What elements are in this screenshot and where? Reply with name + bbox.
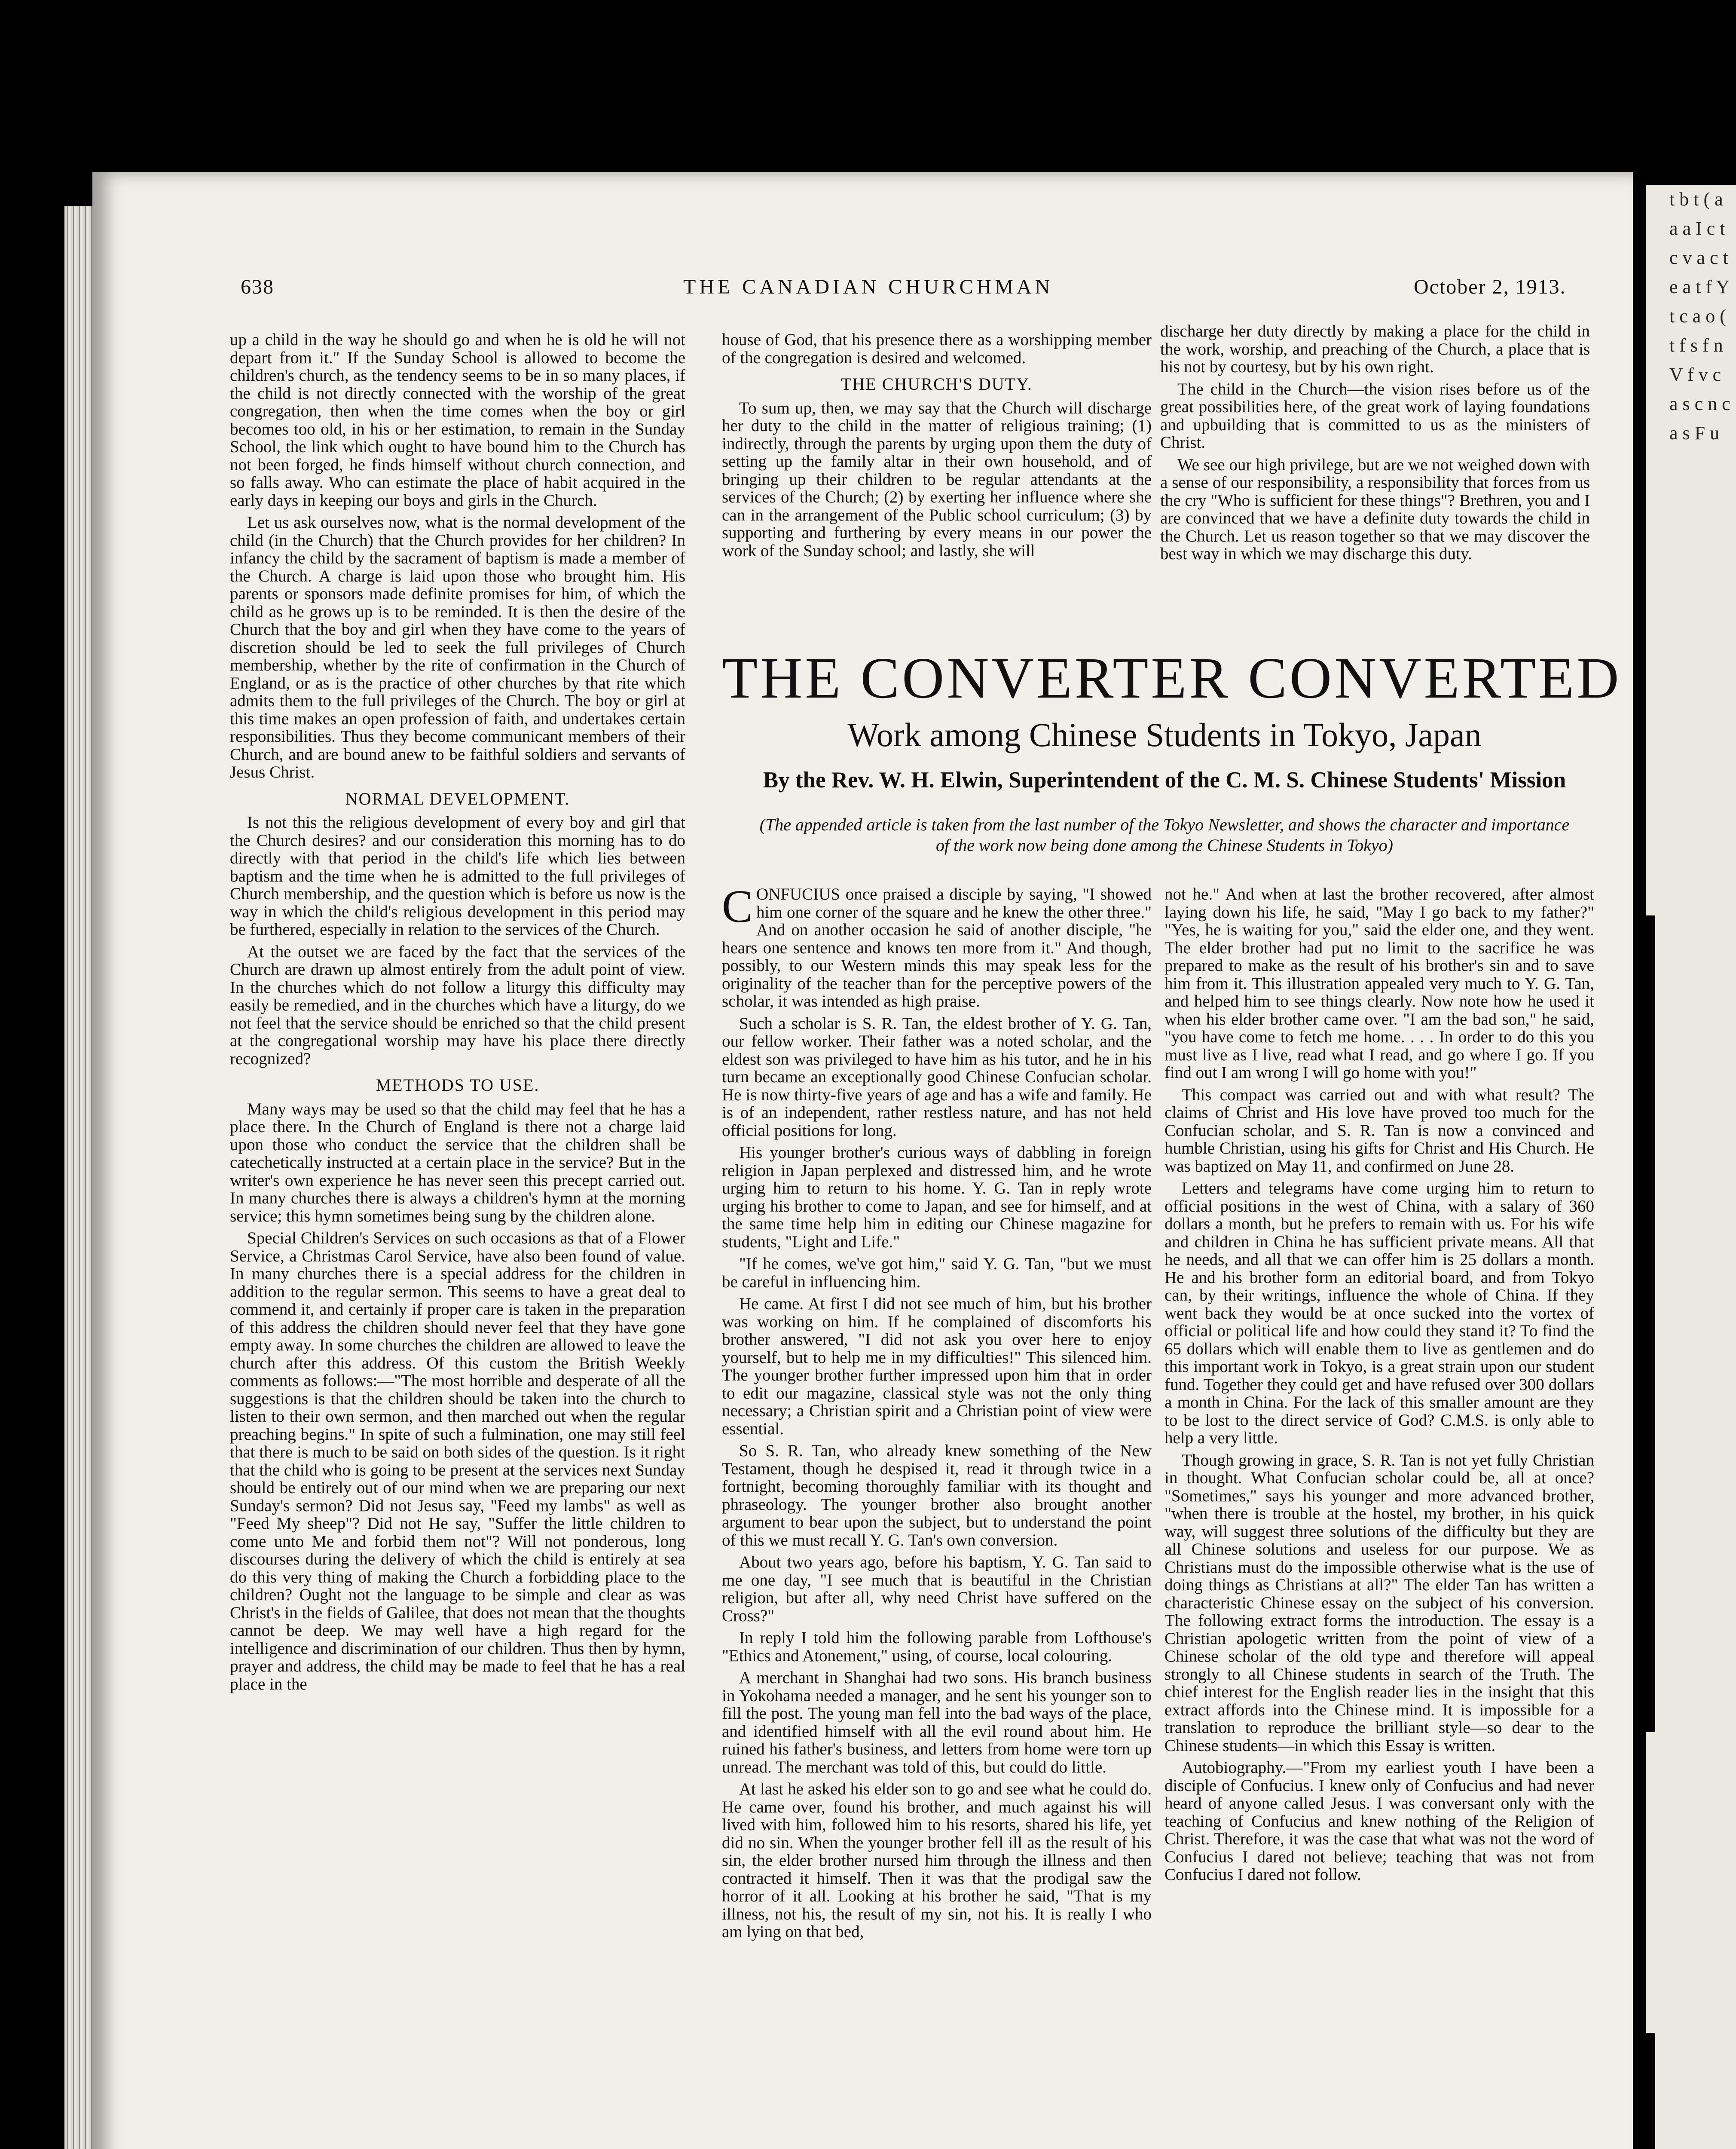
column-1: [230, 331, 685, 2149]
paragraph: Many ways may be used so that the child may feel that he has a place there. In the Church of England is there not a charge laid upon those who conduct the service that the children shall be catechetically instructed at a certain place in the service? But in the writer's own experience he has never seen this precept carried out. In many churches there is always a children's hymn at the morning service; this hymn sometimes being sung by the children alone.: [230, 1099, 685, 1225]
facing-page-edge: [1646, 185, 1736, 2149]
binding-bar: [1646, 2033, 1655, 2149]
paragraph: About two years ago, before his baptism, Y. G. Tan said to me one day, "I see much that is beautiful in the Christian religion, but after all, why need Christ have suffered on the Cross?": [722, 1553, 1152, 1625]
paragraph: discharge her duty directly by making a place for the child in the work, worship, and preaching of the Church, a place that is his not by courtesy, but by his own right.: [1160, 322, 1590, 376]
publication-title: THE CANADIAN CHURCHMAN: [683, 276, 1054, 298]
paragraph: house of God, that his presence there as a worshipping member of the congregation is desired and welcomed.: [722, 331, 1152, 367]
paragraph: Autobiography.—"From my earliest youth I have been a disciple of Confucius. I knew only of Confucius and had never heard of anyone called Jesus. I was conversant only with the teaching of Confucius and knew nothing of the Religion of Christ. Therefore, it was the case that what was not the word of Confucius I dared not believe; teaching that was not from Confucius I dared not follow.: [1164, 1758, 1594, 1884]
paragraph: So S. R. Tan, who already knew something of the New Testament, though he despised it, read it through twice in a fortnight, becoming thoroughly familiar with its thought and phraseology. The younger brother also brought another argument to bear upon the subject, but to understand the point of this we must recall Y. G. Tan's own conversion.: [722, 1442, 1152, 1549]
article-title: THE CONVERTER CONVERTED: [722, 646, 1622, 710]
paragraph: At last he asked his elder son to go and see what he could do. He came over, found his brother, and much against his will lived with him, followed him to his resorts, shared his life, yet did no sin. When the younger brother fell ill as the result of his sin, the elder brother nursed him through the illness and then contracted it himself. Then it was that the prodigal saw the horror of it all. Looking at his brother he said, "That is my illness, not his, the result of my sin, not his. It is really I who am lying on that bed,: [722, 1780, 1152, 1941]
paragraph: His younger brother's curious ways of dabbling in foreign religion in Japan perplexed and distressed him, and he wrote urging him to return to his home. Y. G. Tan in reply wrote urging his brother to come to Japan, and see for himself, and at the same time help him in editing our Chinese magazine for students, "Light and Life.": [722, 1143, 1152, 1251]
paragraph: A merchant in Shanghai had two sons. His branch business in Yokohama needed a manager, and he sent his younger son to fill the post. The young man fell into the bad ways of the place, and identified himself with all the evil round about him. He ruined his father's business, and letters from home were torn up unread. The merchant was told of this, but could do little.: [722, 1668, 1152, 1776]
paragraph: In reply I told him the following parable from Lofthouse's "Ethics and Atonement," using, of course, local colouring.: [722, 1629, 1152, 1665]
section-heading: THE CHURCH'S DUTY.: [841, 374, 1033, 394]
drop-cap: C: [722, 885, 753, 932]
facing-page-text: t b t ( a a a I c t c v a c t e a t f Y t c a o ( t f s f n V f v c a s c n c a s F u: [1669, 189, 1730, 444]
column-2-top: [722, 331, 1152, 623]
article-intro-note: (The appended article is taken from the last number of the Tokyo Newsletter, and shows the character and importance of the work now being done among the Chinese Students in Tokyo): [759, 815, 1570, 855]
issue-date: October 2, 1913.: [1414, 276, 1566, 298]
binding-bar: [1646, 915, 1655, 1732]
opening-text: ONFUCIUS once praised a disciple by saying, "I showed him one corner of the square and he knew the other three." And on another occasion he said of another disciple, "he hears one sentence and knows ten more from it." And though, possibly, to our Western minds this may speak less for the originality of the teacher than for the perceptive powers of the scholar, it was intended as high praise.: [722, 885, 1152, 1010]
paragraph: up a child in the way he should go and when he is old he will not depart from it." If the Sunday School is allowed to become the children's church, as the tendency seems to be in so many places, if the child is not directly connected with the worship of the great congregation, then when the time comes when the boy or girl becomes too old, in his or her estimation, to remain in the Sunday School, the link which ought to have bound him to the Church has not been forged, he finds himself without church connection, and so falls away. Who can estimate the place of habit acquired in the early days in keeping our boys and girls in the Church.: [230, 331, 685, 510]
column-3-top: [1160, 322, 1590, 623]
article-byline: By the Rev. W. H. Elwin, Superintendent of the C. M. S. Chinese Students' Mission: [763, 768, 1566, 793]
paragraph: At the outset we are faced by the fact that the services of the Church are drawn up almost entirely from the adult point of view. In the churches which do not follow a liturgy this difficulty may easily be remedied, and in the churches which have a liturgy, do we not feel that the service should be enriched so that the child present at the congregational worship may have his place there directly recognized?: [230, 942, 685, 1068]
paragraph: We see our high privilege, but are we not weighed down with a sense of our responsibility, a responsibility that forces from us the cry "Who is sufficient for these things"? Brethren, you and I are convinced that we have a definite duty towards the child in the Church. Let us reason together so that we may discover the best way in which we may discharge this duty.: [1160, 455, 1590, 563]
paragraph: Though growing in grace, S. R. Tan is not yet fully Christian in thought. What Confucian scholar could be, all at once? "Sometimes," says his younger and more advanced brother, "when there is trouble at the hostel, my brother, in his quick way, will suggest three solutions of the difficulty but they are all Chinese solutions and useless for our purpose. We as Christians must do the impossible otherwise what is the use of doing things as Christians at all?" The elder Tan has written a characteristic Chinese essay on the subject of his conversion. The following extract forms the introduction. The essay is a Christian apologetic written from the point of view of a Chinese scholar of the old type and therefore will appeal strongly to all Chinese students in search of the Truth. The chief interest for the English reader lies in the insight that this extract affords into the Chinese mind. It is impossible for a translation to reproduce the brilliant style—so dear to the Chinese students—in which this Essay is written.: [1164, 1451, 1594, 1755]
section-heading: NORMAL DEVELOPMENT.: [345, 789, 570, 808]
paragraph: This compact was carried out and with what result? The claims of Christ and His love have proved too much for the Confucian scholar, and S. R. Tan is now a convinced and humble Christian, using his gifts for Christ and His Church. He was baptized on May 11, and confirmed on June 28.: [1164, 1085, 1594, 1176]
article-column-a: [722, 885, 1152, 2149]
paragraph: "If he comes, we've got him," said Y. G. Tan, "but we must be careful in influencing him.: [722, 1255, 1152, 1291]
paragraph: He came. At first I did not see much of him, but his brother was working on him. If he complained of discomforts his brother answered, "I did not ask you over here to enjoy yourself, but to help me in my difficulties!" This silenced him. The younger brother further impressed upon him that in order to edit our magazine, classical style was not the only thing necessary; a Christian spirit and a Christian point of view were essential.: [722, 1295, 1152, 1438]
paragraph: Let us ask ourselves now, what is the normal development of the child (in the Church) that the Church provides for her children? In infancy the child by the sacrament of baptism is made a member of the Church. A charge is laid upon those who brought him. His parents or sponsors made definite promises for him, of which the child as he grows up is to be reminded. It is then the desire of the Church that the boy and girl when they have come to the years of discretion should be led to seek the full privileges of Church membership, whether by the rite of confirmation in the Church of England, or as is the practice of other churches by that rite which admits them to the full privileges of the Church. The boy or girl at this time makes an open profession of faith, and undertakes certain responsibilities. Thus they become communicant members of their Church, and are bound anew to be faithful soldiers and servants of Jesus Christ.: [230, 513, 685, 781]
paragraph: Such a scholar is S. R. Tan, the eldest brother of Y. G. Tan, our fellow worker. Their father was a noted scholar, and the eldest son was privileged to have him as his tutor, and he in his turn became an exceptionally good Chinese Confucian scholar. He is now thirty-five years of age and has a wife and family. He is of an independent, rather restless nature, and has not held official positions for long.: [722, 1014, 1152, 1140]
article-subtitle: Work among Chinese Students in Tokyo, Japan: [847, 716, 1482, 753]
paragraph: Letters and telegrams have come urging him to return to official positions in the west of China, with a salary of 360 dollars a month, but he prefers to remain with us. For his wife and children in China he has sufficient private means. All that he needs, and all that we can offer him is 25 dollars a month. He and his brother form an editorial board, and from Tokyo can, by their writings, influence the whole of China. If they went back they would be at once sucked into the vortex of official or political life and how could they stand it? To find the 65 dollars which will enable them to live as gentlemen and do this important work in Tokyo, is a great strain upon our student fund. Together they could get and have refused over 300 dollars a month in China. For the lack of this smaller amount are they to be lost to the direct service of God? C.M.S. is only able to help a very little.: [1164, 1179, 1594, 1447]
article-column-b: [1164, 885, 1594, 2149]
opening-paragraph: [722, 885, 1152, 1010]
section-heading: METHODS TO USE.: [376, 1075, 540, 1095]
page-number: 638: [241, 276, 274, 298]
paragraph: not he." And when at last the brother recovered, after almost laying down his life, he said, "May I go back to my father?" "Yes, he is waiting for you," said the elder one, and they went. The elder brother had put no limit to the sacrifice he was prepared to make as the result of his brother's sin and to save him from it. This illustration appealed very much to Y. G. Tan, and helped him to see things clearly. Now note how he used it when his elder brother came over. "I am the bad son," he said, "you have come to fetch me home. . . . In order to do this you must live as I live, read what I read, and go where I go. If you find out I am wrong I will go home with you!": [1164, 885, 1594, 1082]
paragraph: To sum up, then, we may say that the Church will discharge her duty to the child in the matter of religious training; (1) indirectly, through the parents by urging upon them the duty of setting up the family altar in their own household, and of bringing up their children to be regular attendants at the services of the Church; (2) by exerting her influence where she can in the arrangement of the Public school curriculum; (3) by supporting and furthering by every means in our power the work of the Sunday school; and lastly, she will: [722, 398, 1152, 560]
paragraph: Special Children's Services on such occasions as that of a Flower Service, a Christmas Carol Service, have also been found of value. In many churches there is a special address for the children in addition to the regular sermon. This seems to have a great deal to commend it, and certainly if proper care is taken in the preparation of this address the children should never feel that they have gone empty away. In some churches the children are allowed to leave the church after this address. Of this custom the British Weekly comments as follows:—"The most horrible and desperate of all the suggestions is that the children should be taken into the church to listen to their own sermon, and then marched out when the regular preaching begins." In spite of such a fulmination, one may still feel that there is much to be said on both sides of the question. Is it right that the child who is going to be present at the services next Sunday should be entirely out of our mind when we are preparing our next Sunday's sermon? Did not Jesus say, "Feed my lambs" as well as "Feed My sheep"? Did not He say, "Suffer the little children to come unto Me and forbid them not"? Will not ponderous, long discourses during the delivery of which the child is entirely at sea do this very thing of making the Church a forbidding place to the children? Ought not the language to be simple and clear as was Christ's in the fields of Galilee, that does not mean that the thoughts cannot be deep. We may well have a high regard for the intelligence and discrimination of our children. Thus then by hymn, prayer and address, the child may be made to feel that he has a real place in the: [230, 1229, 685, 1693]
paragraph: The child in the Church—the vision rises before us of the great possibilities here, of the great work of laying foundations and upbuilding that is committed to us as the ministers of Christ.: [1160, 380, 1590, 452]
paragraph: Is not this the religious development of every boy and girl that the Church desires? and our consideration this morning has to do directly with that period in the child's life which lies between baptism and the time when he is admitted to the full privileges of Church membership, and the question which is before us now is the way in which the child's religious development in this period may be furthered, especially in relation to the services of the Church.: [230, 813, 685, 939]
